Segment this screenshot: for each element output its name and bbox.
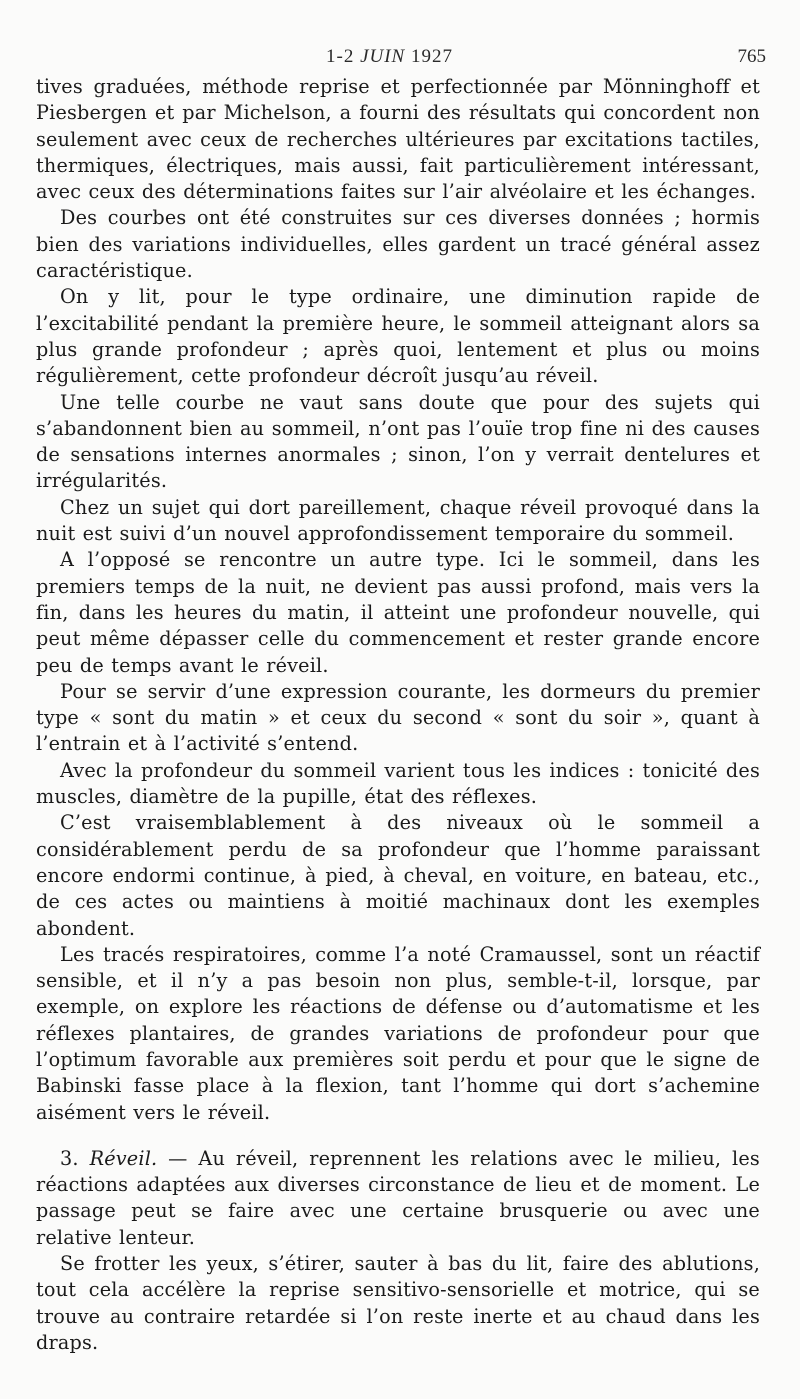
article-body [36,74,760,1356]
issue-date-year: 1927 [410,46,453,67]
section-number: 3. [60,1146,79,1170]
section-reveil [36,1146,760,1251]
running-head [36,40,766,74]
paragraph-expression-courante: Pour se servir d’une expression courante, les dormeurs du premier type « sont du matin » et ceux du second « sont du soir », quant à l’entrain et à l’activité s’entend. [36,679,760,756]
paragraph-traces-respiratoires: Les tracés respiratoires, comme l’a noté Cramaussel, sont un réactif sensible, et il n’y a pas besoin non plus, semble-t-il, lorsque, par exemple, on explore les réactions de défense ou d’automatisme et les réflexes plantaires, de grandes variations de profondeur pour que l’optimum favorable aux premières soit perdu et pour que le signe de Babinski fasse place à la flexion, tant l’homme qui dort s’achemine aisément vers le réveil. [36,942,760,1124]
paragraph-telle-courbe: Une telle courbe ne vaut sans doute que pour des sujets qui s’abandonnent bien au sommeil, n’ont pas l’ouïe trop fine ni des causes de sensations internes anormales ; sinon, l’on y verrait dentelures et irrégularités. [36,390,760,493]
paragraph-chez-un-sujet: Chez un sujet qui dort pareillement, chaque réveil provoqué dans la nuit est suivi d’un nouvel approfondissement temporaire du sommeil. [36,495,760,546]
issue-date-month: JUIN [360,46,406,67]
paragraph-se-frotter: Se frotter les yeux, s’étirer, sauter à bas du lit, faire des ablutions, tout cela accélère la reprise sensitivo-sensorielle et motrice, qui se trouve au contraire retardée si l’on reste inerte et au chaud dans les draps. [36,1252,760,1354]
paragraph-indices: Avec la profondeur du sommeil varient tous les indices : tonicité des muscles, diamètre de la pupille, état des réflexes. [36,758,760,809]
issue-date-day: 1-2 [326,46,355,67]
paragraph-type-ordinaire: On y lit, pour le type ordinaire, une diminution rapide de l’excitabilité pendant la première heure, le sommeil atteignant alors sa plus grande profondeur ; après quoi, lentement et plus ou moins régulièrement, cette profondeur décroît jusqu’au réveil. [36,285,760,388]
paragraph-niveaux: C’est vraisemblablement à des niveaux où le sommeil a considérablement perdu de sa profondeur que l’homme paraissant encore endormi continue, à pied, à cheval, en voiture, en bateau, etc., de ces actes ou maintiens à moitié machinaux dont les exemples abondent. [36,811,760,940]
paragraph-continuation: tives graduées, méthode reprise et perfectionnée par Mönninghoff et Piesbergen et par Michelson, a fourni des résultats qui concordent non seulement avec ceux de recherches ultérieures par excitations tactiles, thermiques, électriques, mais aussi, fait particulièrement intéressant, avec ceux des déterminations faites sur l’air alvéolaire et les échanges. [36,75,760,204]
page-number: 765 [737,46,766,67]
section-heading: Réveil. [89,1146,158,1170]
journal-page [36,40,766,1356]
issue-date [326,46,453,68]
section-text: — Au réveil, reprennent les relations avec le milieu, les réactions adaptées aux diverses circonstance de lieu et de moment. Le passage peut se faire avec une certaine brusquerie ou avec une relative lenteur. [36,1146,760,1249]
paragraph-type-oppose: A l’opposé se rencontre un autre type. Ici le sommeil, dans les premiers temps de la nuit, ne devient pas aussi profond, mais vers la fin, dans les heures du matin, il atteint une profondeur nouvelle, qui peut même dépasser celle du commencement et rester grande encore peu de temps avant le réveil. [36,548,760,677]
paragraph-courbes: Des courbes ont été construites sur ces diverses données ; hormis bien des variations individuelles, elles gardent un tracé général assez caractéristique. [36,206,760,283]
